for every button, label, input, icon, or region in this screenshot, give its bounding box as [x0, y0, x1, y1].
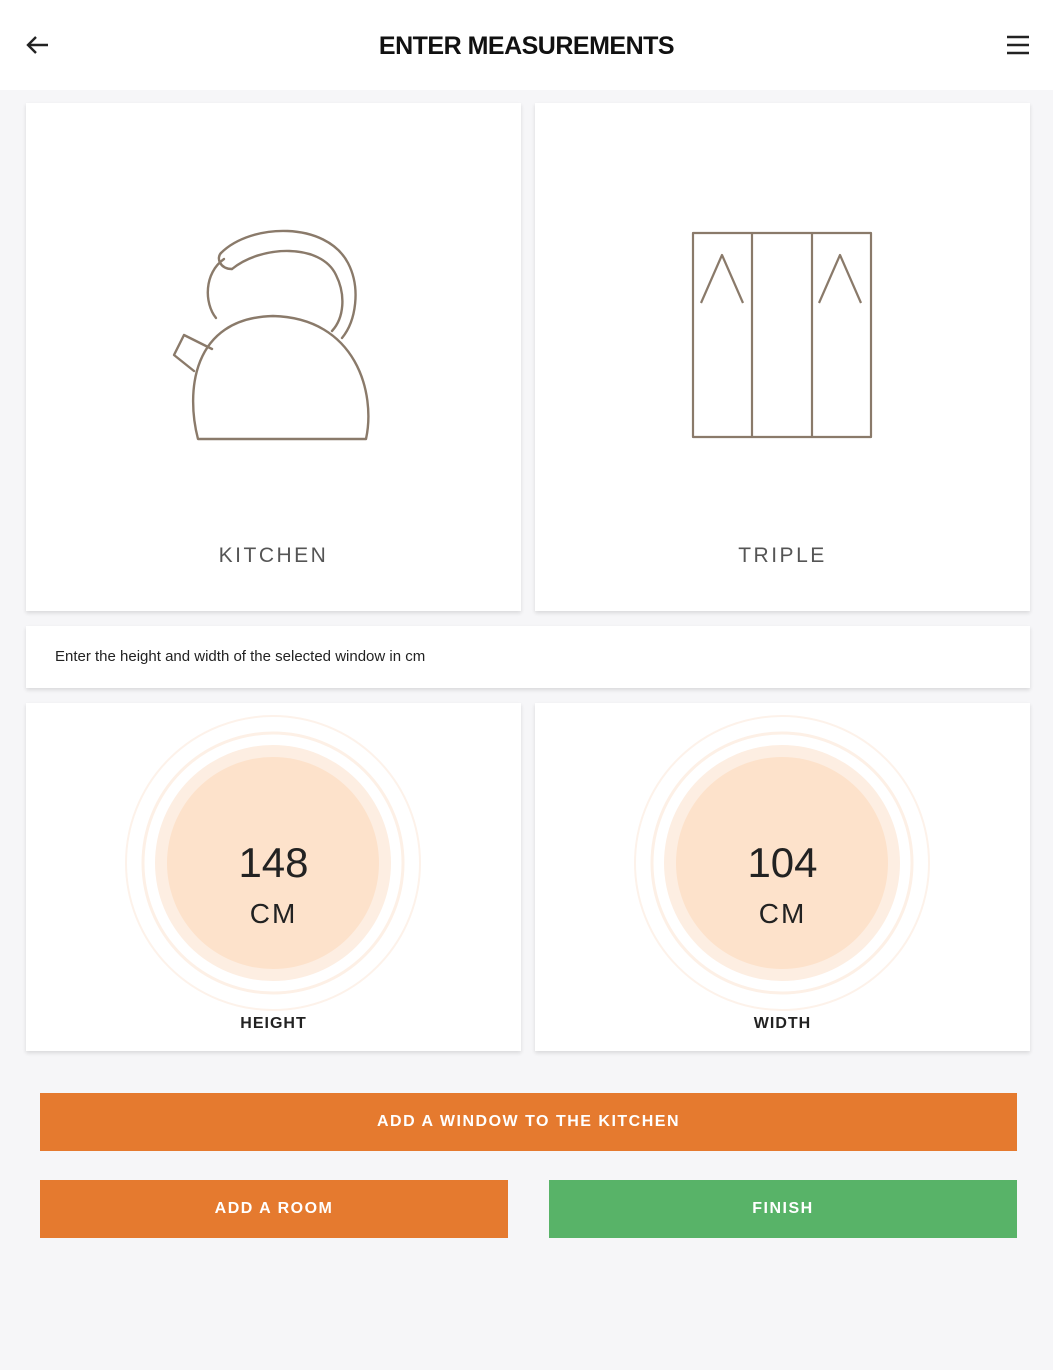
width-label: WIDTH: [753, 1015, 812, 1032]
room-label: KITCHEN: [218, 544, 329, 567]
kettle-icon: [26, 103, 521, 611]
finish-button[interactable]: FINISH: [549, 1180, 1017, 1238]
hamburger-menu-icon: [1005, 34, 1031, 56]
top-bar: [0, 0, 1053, 90]
add-room-button[interactable]: ADD A ROOM: [40, 1180, 508, 1238]
height-unit: CM: [249, 898, 298, 929]
width-dial[interactable]: [535, 703, 1030, 1003]
triple-window-icon: [535, 103, 1030, 611]
instruction-bar: [26, 626, 1030, 688]
height-card: [26, 703, 521, 1051]
room-tile[interactable]: [26, 103, 521, 611]
page-title: ENTER MEASUREMENTS: [378, 32, 675, 60]
height-label: HEIGHT: [240, 1015, 307, 1032]
window-type-tile[interactable]: [535, 103, 1030, 611]
width-card: [535, 703, 1030, 1051]
width-value: 104: [747, 839, 818, 886]
menu-button[interactable]: [1002, 30, 1034, 60]
window-type-label: TRIPLE: [738, 544, 827, 567]
width-unit: CM: [758, 898, 807, 929]
instruction-text: Enter the height and width of the selected window in cm: [55, 648, 426, 665]
add-window-button[interactable]: ADD A WINDOW TO THE KITCHEN: [40, 1093, 1017, 1151]
height-value: 148: [238, 839, 309, 886]
height-dial[interactable]: [26, 703, 521, 1003]
